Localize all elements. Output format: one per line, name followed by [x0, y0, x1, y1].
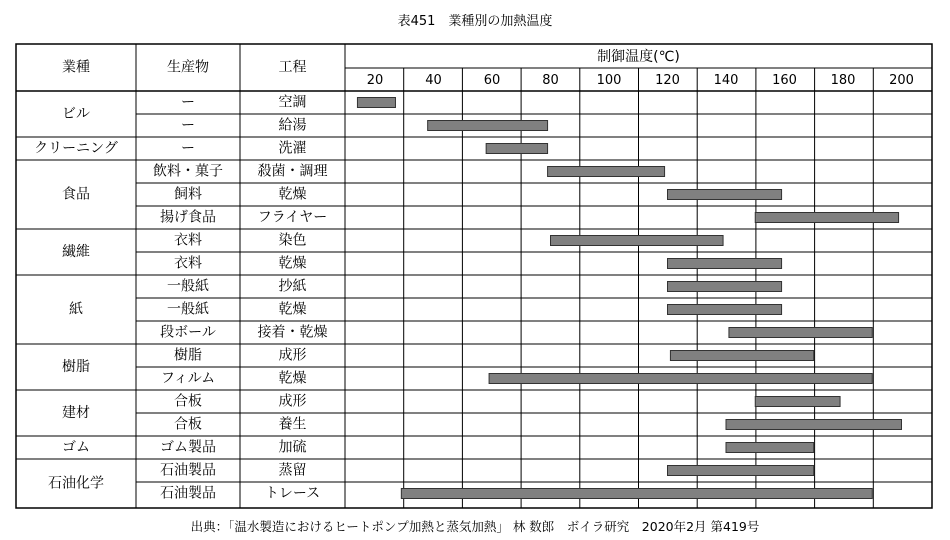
temperature-bar — [357, 98, 395, 108]
x-tick-label: 80 — [542, 73, 559, 88]
process-cell: 成形 — [278, 347, 307, 364]
product-cell: 石油製品 — [160, 485, 216, 502]
process-cell: 接着・乾燥 — [257, 324, 328, 341]
industry-cell: 繊維 — [62, 244, 90, 260]
industry-cell: 紙 — [69, 301, 83, 318]
temperature-bar — [668, 466, 814, 476]
industry-cell: ビル — [62, 106, 90, 122]
source-citation: 出典：「温水製造におけるヒートポンプ加熱と蒸気加熱」 林 数郎 ボイラ研究 2020年2月 第419号 — [190, 519, 760, 534]
temperature-bar — [489, 374, 872, 384]
temperature-bar — [729, 328, 872, 338]
temperature-bar — [548, 167, 665, 177]
product-cell: 段ボール — [160, 324, 216, 341]
temperature-bar — [668, 259, 782, 269]
product-cell: 衣料 — [174, 232, 202, 249]
process-cell: 養生 — [278, 416, 307, 433]
header-product: 生産物 — [167, 59, 209, 76]
process-cell: 乾燥 — [278, 186, 307, 203]
temperature-bar — [726, 420, 902, 430]
product-cell: 一般紙 — [167, 278, 209, 295]
product-cell: フィルム — [160, 370, 216, 387]
temperature-bar — [428, 121, 548, 131]
x-tick-label: 20 — [366, 73, 384, 88]
x-tick-label: 140 — [713, 73, 739, 88]
product-cell: ー — [181, 94, 195, 111]
temperature-bar — [668, 305, 782, 315]
x-tick-label: 160 — [772, 73, 797, 88]
x-tick-label: 200 — [889, 73, 914, 88]
x-tick-label: 100 — [596, 73, 622, 88]
temperature-bar — [486, 144, 547, 154]
process-cell: 乾燥 — [278, 301, 307, 318]
x-tick-label: 40 — [425, 73, 442, 88]
industry-cell: 食品 — [62, 186, 90, 203]
process-cell: 乾燥 — [278, 370, 307, 387]
process-cell: 染色 — [278, 232, 307, 249]
temperature-bar — [551, 236, 724, 246]
process-cell: フライヤー — [257, 209, 328, 226]
process-cell: 洗濯 — [278, 140, 307, 157]
product-cell: 合板 — [174, 416, 202, 433]
product-cell: ー — [181, 140, 195, 157]
product-cell: 衣料 — [174, 255, 202, 272]
process-cell: 成形 — [278, 393, 307, 410]
industry-cell: 建材 — [62, 405, 90, 421]
product-cell: 一般紙 — [167, 301, 209, 318]
process-cell: 蒸留 — [278, 462, 307, 479]
product-cell: ー — [181, 117, 195, 134]
header-temperature: 制御温度(℃) — [597, 49, 680, 65]
process-cell: トレース — [264, 485, 321, 502]
process-cell: 抄紙 — [278, 278, 307, 295]
temperature-bar — [755, 213, 898, 223]
x-tick-label: 60 — [483, 73, 501, 88]
temperature-bar — [668, 190, 782, 200]
industry-cell: クリーニング — [34, 140, 118, 157]
temperature-bar — [726, 443, 814, 453]
temperature-bar — [670, 351, 813, 361]
temperature-bar — [401, 489, 872, 499]
process-cell: 殺菌・調理 — [257, 163, 328, 180]
process-cell: 給湯 — [278, 117, 307, 134]
industry-cell: 樹脂 — [62, 359, 90, 375]
product-cell: 石油製品 — [160, 462, 216, 479]
temperature-bar — [755, 397, 840, 407]
product-cell: 飲料・菓子 — [153, 163, 223, 180]
product-cell: 飼料 — [174, 186, 202, 203]
temperature-bar — [668, 282, 782, 292]
process-cell: 空調 — [278, 94, 307, 111]
x-tick-label: 180 — [830, 73, 856, 88]
table-title: 表451 業種別の加熱温度 — [397, 14, 553, 29]
product-cell: ゴム製品 — [160, 439, 216, 456]
process-cell: 加硫 — [278, 439, 307, 456]
header-process: 工程 — [278, 59, 307, 76]
product-cell: 合板 — [174, 393, 202, 410]
industry-cell: ゴム — [62, 439, 90, 456]
industry-cell: 石油化学 — [48, 475, 104, 492]
product-cell: 揚げ食品 — [160, 209, 216, 226]
product-cell: 樹脂 — [174, 347, 202, 364]
process-cell: 乾燥 — [278, 255, 307, 272]
header-industry: 業種 — [62, 59, 90, 76]
x-tick-label: 120 — [655, 73, 680, 88]
